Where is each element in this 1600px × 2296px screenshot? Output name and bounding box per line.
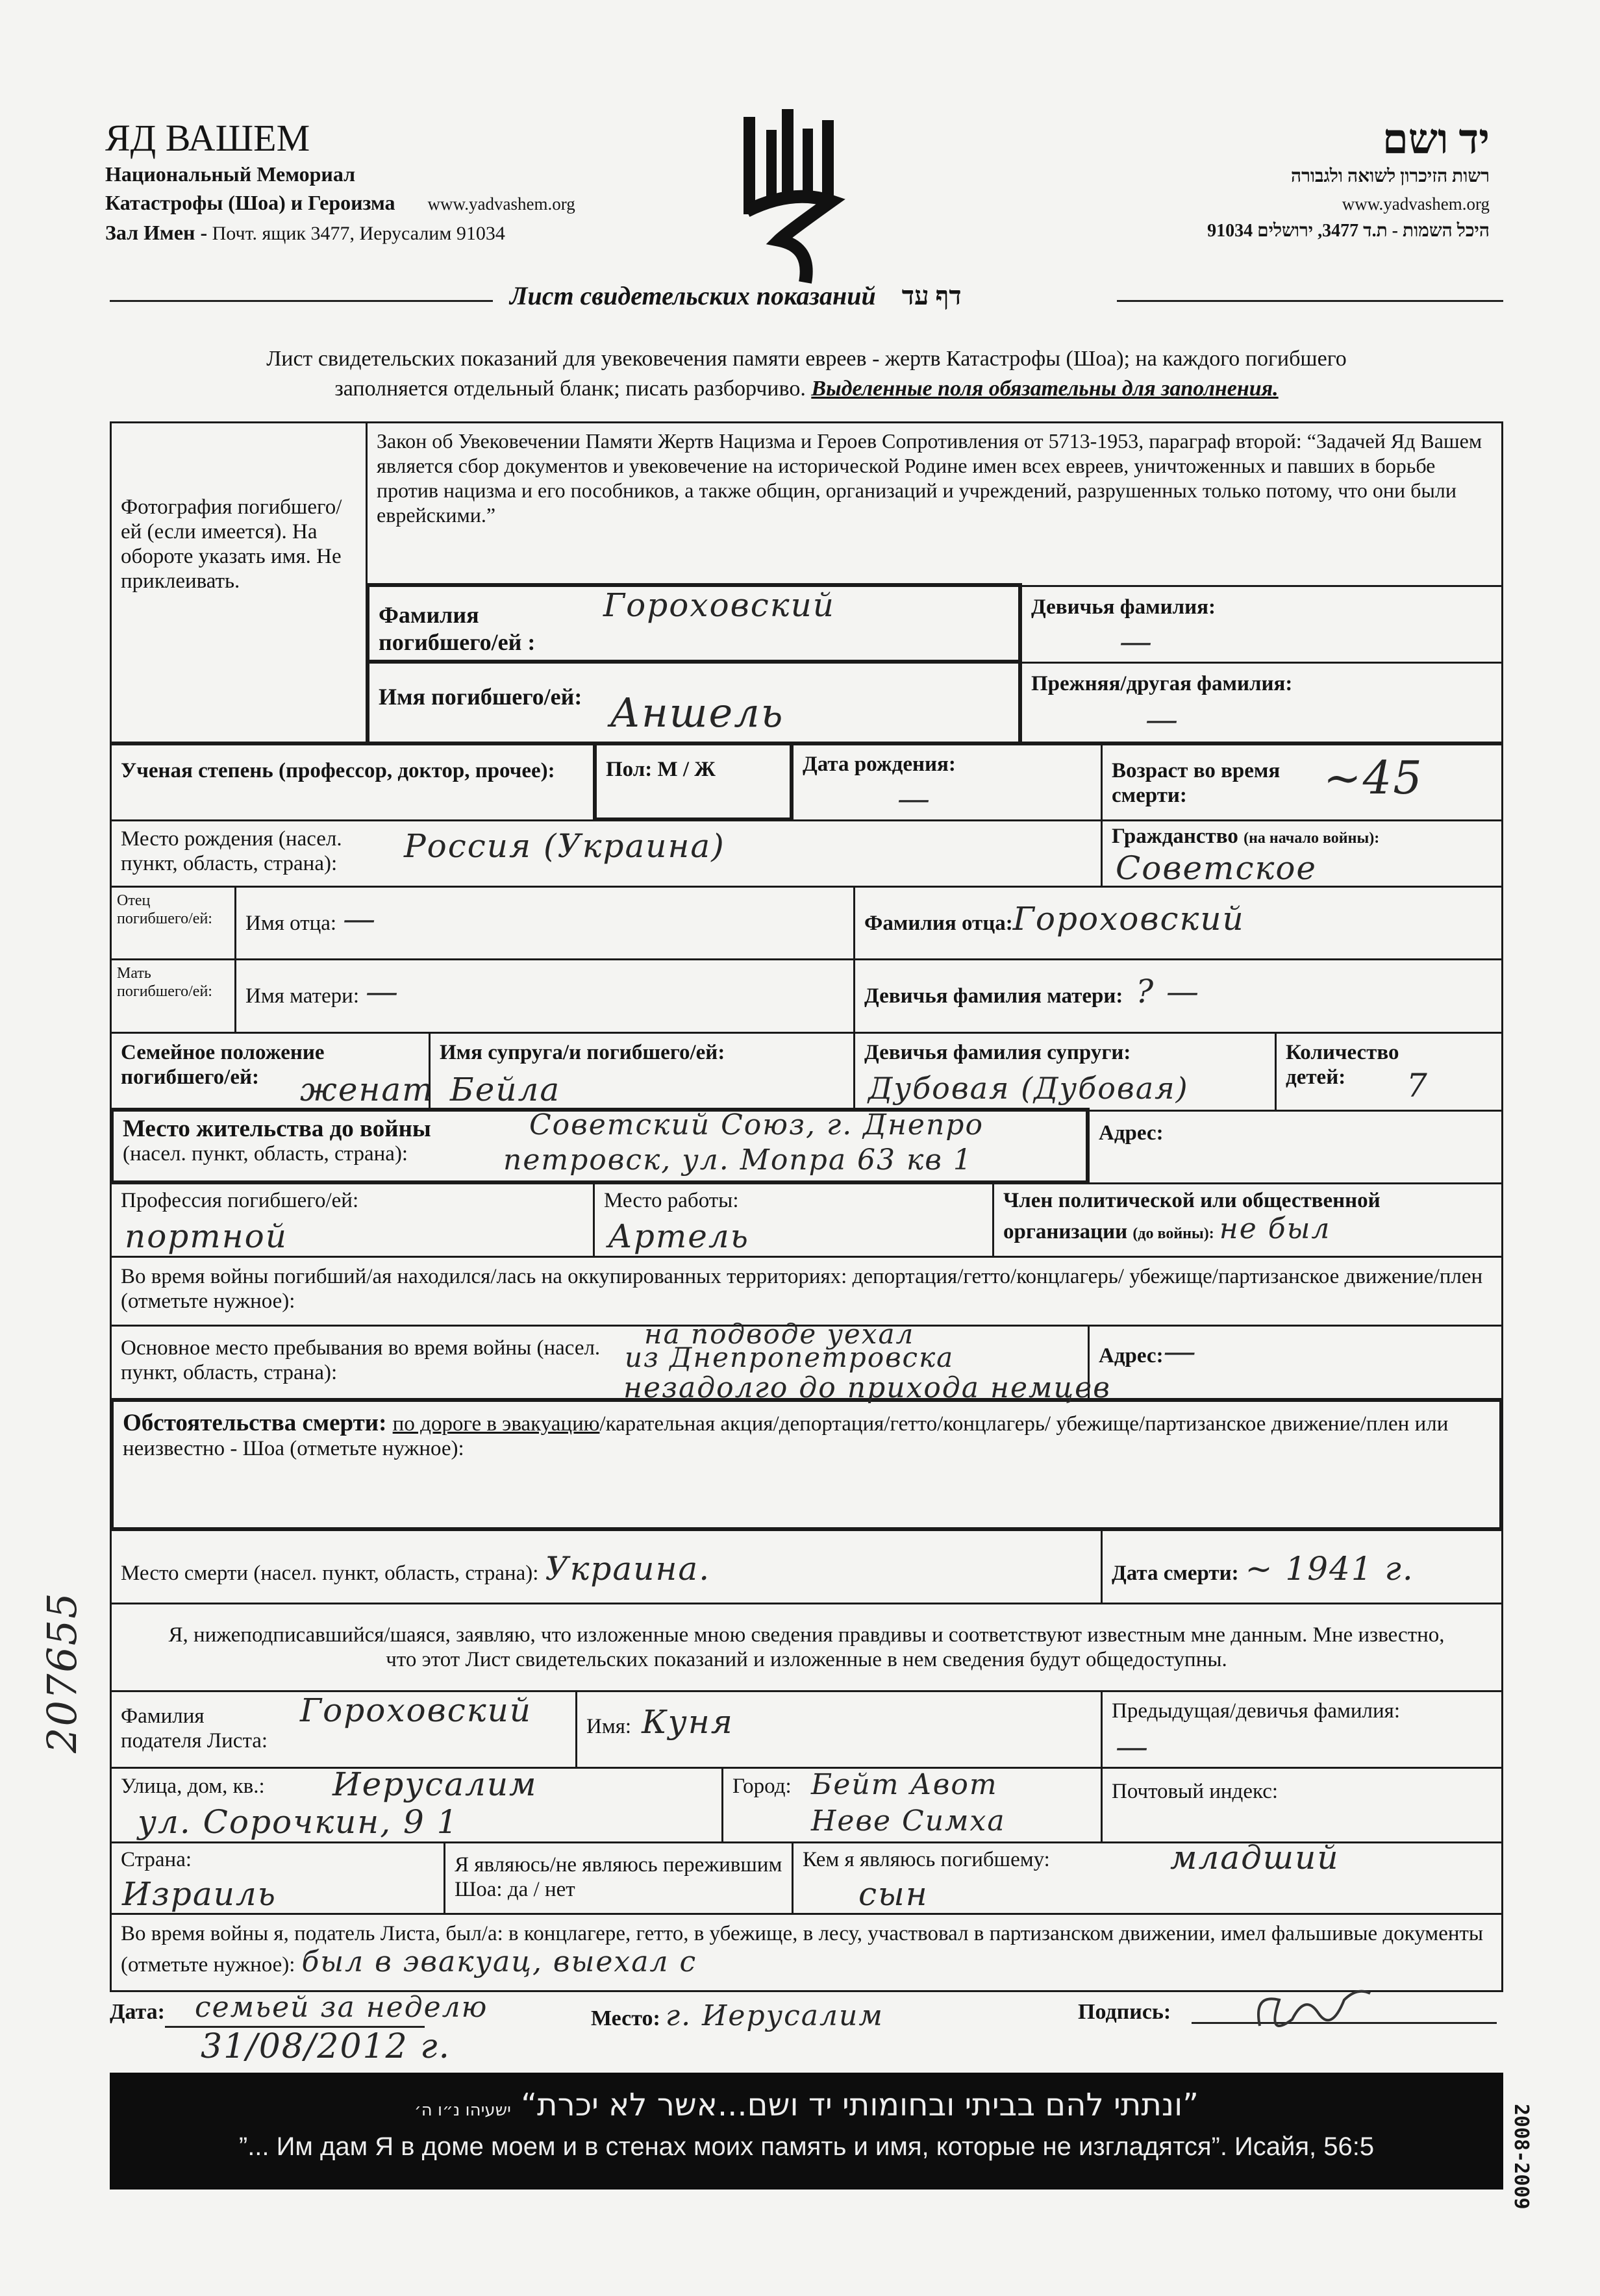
value: Советское [1116,849,1318,887]
label: Девичья фамилия супруги: [864,1041,1131,1064]
ref-he: ישעיהו נ״ו ה׳ [414,2101,511,2120]
value-line1: на подводе уехал [644,1318,915,1350]
submitter-city-field[interactable] [721,1767,1103,1843]
label: Фамилия отца: [864,912,1013,935]
edition-label: 2008-2009 [1510,2104,1532,2210]
org-address [105,218,575,248]
victim-surname-field[interactable] [366,583,1022,664]
value-line2: Неве Симха [811,1804,1006,1838]
label: Фамилия погибшего/ей : [379,602,536,655]
org-sub2: Катастрофы (Шоа) и Героизма [105,191,395,214]
mother-name-field[interactable] [234,958,855,1034]
value-line1: младший [1170,1839,1340,1877]
value-line1: Бейт Авот [811,1768,998,1801]
value: Гороховский [603,586,835,624]
age-field[interactable] [1101,743,1503,821]
footer-he-row [110,2087,1503,2123]
title-rule-left [110,300,493,302]
value: ? — [1136,973,1201,1010]
value: — [1116,1728,1149,1766]
value: Россия (Украина) [404,827,725,865]
value: — [366,973,399,1010]
label: Количество детей: [1286,1041,1399,1089]
label: Место жительства до войны [123,1116,431,1142]
label: Девичья фамилия: [1031,595,1216,619]
declaration-text: Я, нижеподписавшийся/шаяся, заявляю, что изложенные мною сведения правдивы и соответствуют известным мне данным. Мне известно, что этот Лист свидетельских показаний и изложенные в нем сведения будут общедоступны. [168,1623,1445,1671]
label: Дата: [110,2000,165,2024]
addr-bold: Зал Имен - [105,221,208,244]
law-text [366,421,1503,587]
label: Во время войны погибший/ая находился/лась на оккупированных территориях: депортация/гетто/концлагерь/ убежище/партизанское движение/плен (отметьте нужное): [121,1265,1483,1313]
intro-required: Выделенные поля обязательны для заполнения. [811,377,1279,401]
label: Кем я являюсь погибшему: [803,1848,1050,1871]
value: портной [125,1217,288,1255]
org-sub-he: רשות הזיכרון לשואה ולגבורה [1290,166,1490,186]
value: Гороховский [300,1691,532,1729]
father-side-label [110,886,236,960]
label: Ученая степень (профессор, доктор, прочее): [121,759,555,782]
label: Улица, дом, кв.: [121,1775,265,1798]
org-sub1: Национальный Мемориал [105,162,356,186]
label: Мать погибшего/ей: [117,965,212,1000]
submitter-prevname-field[interactable] [1101,1690,1503,1769]
law-text-body: Закон об Увековечении Памяти Жертв Нацизма и Героев Сопротивления от 5713-1953, параграф второй: “Задачей Яд Вашем является сбор документов и увековечение на исторической Родине имен всех евреев, уничтоженных и павших в борьбе против нацизма и его пособников, а также общин, организаций и учреждений, разрушенных только потому, что они были еврейскими.” [377,429,1482,527]
signature-field[interactable] [1078,2000,1171,2025]
label: Девичья фамилия матери: [864,984,1123,1008]
war-place-value-line3: незадолго до прихода немцев [623,1371,1111,1404]
value-line1: Иерусалим [332,1766,538,1803]
intro-line1: Лист свидетельских показаний для увековечения памяти евреев - жертв Катастрофы (Шоа); на каждого погибшего [266,347,1347,371]
value: 7 [1406,1067,1429,1104]
value: — [1163,1332,1197,1370]
label: Пол: М / Ж [606,758,716,781]
label: Имя погибшего/ей: [379,684,582,710]
org-sub2-row [105,188,575,218]
org-title-he: יד ושם [1382,116,1490,162]
mother-maiden-field[interactable] [853,958,1503,1034]
quote-he: ”ונתתי להם בביתי ובחומותי יד ושם...אשר לא יכרת“ [521,2087,1199,2123]
label: Подпись: [1078,2000,1171,2024]
place-field[interactable] [591,2000,884,2033]
intro-line2: заполняется отдельный бланк; писать разборчиво. [334,377,812,401]
label-bold: Обстоятельства смерти: [123,1410,393,1436]
label-small: (на начало войны): [1244,830,1380,847]
label: Имя: [586,1715,632,1738]
submitter-firstname-field[interactable] [575,1690,1103,1769]
spouse-maiden-field[interactable] [853,1032,1277,1112]
selected-option: по дороге в эвакуацию [392,1412,600,1436]
father-surname-field[interactable] [853,886,1503,960]
value: не был [1219,1212,1331,1245]
father-name-field[interactable] [234,886,855,960]
label2: организации [1003,1220,1128,1243]
label: Почтовый индекс: [1112,1780,1279,1803]
value: Дубовая (Дубовая) [868,1071,1189,1106]
workplace-field[interactable] [593,1182,994,1258]
label: Гражданство [1112,825,1238,848]
org-url[interactable]: www.yadvashem.org [427,194,575,214]
value: Украина. [545,1550,711,1588]
value: Аншель [610,689,784,736]
submitter-zip-field[interactable] [1101,1767,1503,1843]
death-place-field[interactable] [110,1529,1103,1604]
label: Адрес: [1099,1344,1164,1367]
value: — [1145,701,1179,738]
org-address-he: היכל השמות - ת.ד 3477, ירושלים 91034 [1207,221,1490,241]
label: Город: [732,1775,792,1798]
archive-number: 207655 [38,1591,86,1753]
spouse-name-field[interactable] [429,1032,855,1112]
label: Дата рождения: [803,753,956,776]
value-line1: Советский Союз, г. Днепро [529,1108,984,1142]
value-line2: ул. Сорочкин, 9 1 [138,1803,459,1841]
label-rest: /карательная акция/депортация/гетто/концлагерь/ убежище/партизанское движение/плен или неизвестно - Шоа (отметьте нужное): [123,1412,1449,1460]
citizenship-field[interactable] [1101,819,1503,888]
label2: (насел. пункт, область, страна): [123,1142,408,1166]
value: — [343,900,377,938]
degree-field[interactable] [110,743,595,821]
value: — [1119,623,1153,660]
header-ru [105,117,575,248]
submitter-surname-field[interactable] [110,1690,577,1769]
value: г. Иерусалим [665,1999,884,2032]
value: Куня [642,1703,734,1741]
submitter-country-field[interactable] [110,1841,445,1915]
victim-maiden-field[interactable] [1020,585,1503,664]
value: женат [300,1071,434,1108]
label: Место смерти (насел. пункт, область, страна): [121,1562,539,1585]
value: ~45 [1323,751,1423,805]
org-url-he[interactable]: www.yadvashem.org [1342,194,1490,214]
submitter-war-value-line2: семьей за неделю [195,1991,488,2024]
value-line2: из Днепропетровска [625,1341,955,1373]
intro-line2-row [110,374,1503,404]
form-title-ru: Лист свидетельских показаний [510,281,876,310]
form-title-he: דף עד [901,281,962,310]
marital-field[interactable] [110,1032,434,1112]
label-small: (до войны): [1132,1225,1214,1242]
value: — [897,780,931,817]
value: Гороховский [1012,900,1245,938]
death-circumstances-field[interactable] [110,1398,1503,1531]
profession-field[interactable] [110,1182,595,1258]
war-status-field[interactable] [110,1256,1503,1327]
victim-firstname-field[interactable] [366,660,1022,745]
birthdate-field[interactable] [792,743,1103,821]
photo-box[interactable] [110,421,368,743]
addr-text: Почт. ящик 3477, Иерусалим 91034 [207,223,505,244]
birthplace-field[interactable] [110,819,1103,888]
yad-vashem-logo-icon [740,104,851,286]
label: Отец погибшего/ей: [117,892,212,927]
intro-text [110,344,1503,404]
footer-banner [110,2073,1503,2190]
mother-side-label [110,958,236,1034]
declaration [110,1603,1503,1692]
value-line2: сын [858,1875,929,1913]
header-he [1207,117,1490,245]
value: ~ 1941 г. [1245,1550,1414,1588]
value: Артель [608,1217,749,1255]
gender-field[interactable] [593,742,794,821]
label: Имя отца: [245,912,337,935]
death-date-field[interactable] [1101,1529,1503,1604]
value-line1: был в эвакуац, выехал с [301,1945,697,1978]
label2-row [1003,1213,1492,1246]
label: Предыдущая/девичья фамилия: [1112,1699,1401,1723]
photo-label: Фотография погибшего/ей (если имеется). На обороте указать имя. Не приклеивать. [121,495,342,593]
label: Основное место пребывания во время войны (насел. пункт, область, страна): [121,1336,601,1384]
label: Фамилия подателя Листа: [121,1704,268,1753]
residence-address-field[interactable] [1088,1110,1503,1184]
label: Имя супруга/и погибшего/ей: [440,1041,725,1064]
label: Место: [591,2006,660,2030]
label: Дата смерти: [1112,1562,1239,1585]
quote-ru: ”... Им дам Я в доме моем и в стенах моих память и имя, которые не изгладятся”. Исайя, 56:5 [238,2132,1375,2161]
label: Во время войны я, податель Листа, был/а: в концлагере, гетто, в убежище, в лесу, участвовал в партизанском движении, имел фальшивые документы (отметьте нужное): [121,1922,1484,1977]
membership-field[interactable] [992,1182,1503,1258]
submitter-street-field[interactable] [110,1767,723,1843]
label: Имя матери: [245,984,359,1008]
value: 31/08/2012 г. [201,2027,451,2066]
label: Возраст во время смерти: [1112,759,1281,807]
form-title [510,281,962,311]
label: Место рождения (насел. пункт, область, страна): [121,827,342,875]
victim-othername-field[interactable] [1020,662,1503,743]
label: Прежняя/другая фамилия: [1031,672,1293,695]
label1: Член политической или общественной [1003,1189,1381,1212]
war-address-field[interactable] [1088,1325,1503,1400]
org-title-ru: ЯД ВАШЕМ [105,117,310,159]
children-field[interactable] [1275,1032,1503,1112]
signature-scribble-icon [1247,1980,1377,2052]
value-line2: петровск, ул. Мопра 63 кв 1 [503,1143,973,1177]
label: Профессия погибшего/ей: [121,1189,359,1212]
value: Бейла [450,1071,561,1108]
label: Страна: [121,1848,192,1871]
residence-field[interactable] [110,1108,1090,1184]
label: Адрес: [1099,1121,1164,1145]
label: Семейное положение погибшего/ей: [121,1041,325,1089]
label: Место работы: [604,1189,739,1212]
survivor-field[interactable] [444,1841,794,1915]
title-rule-right [1117,300,1503,302]
relation-field[interactable] [792,1841,1503,1915]
label: Я являюсь/не являюсь пережившим Шоа: да / нет [455,1853,782,1901]
value: Израиль [122,1875,277,1913]
